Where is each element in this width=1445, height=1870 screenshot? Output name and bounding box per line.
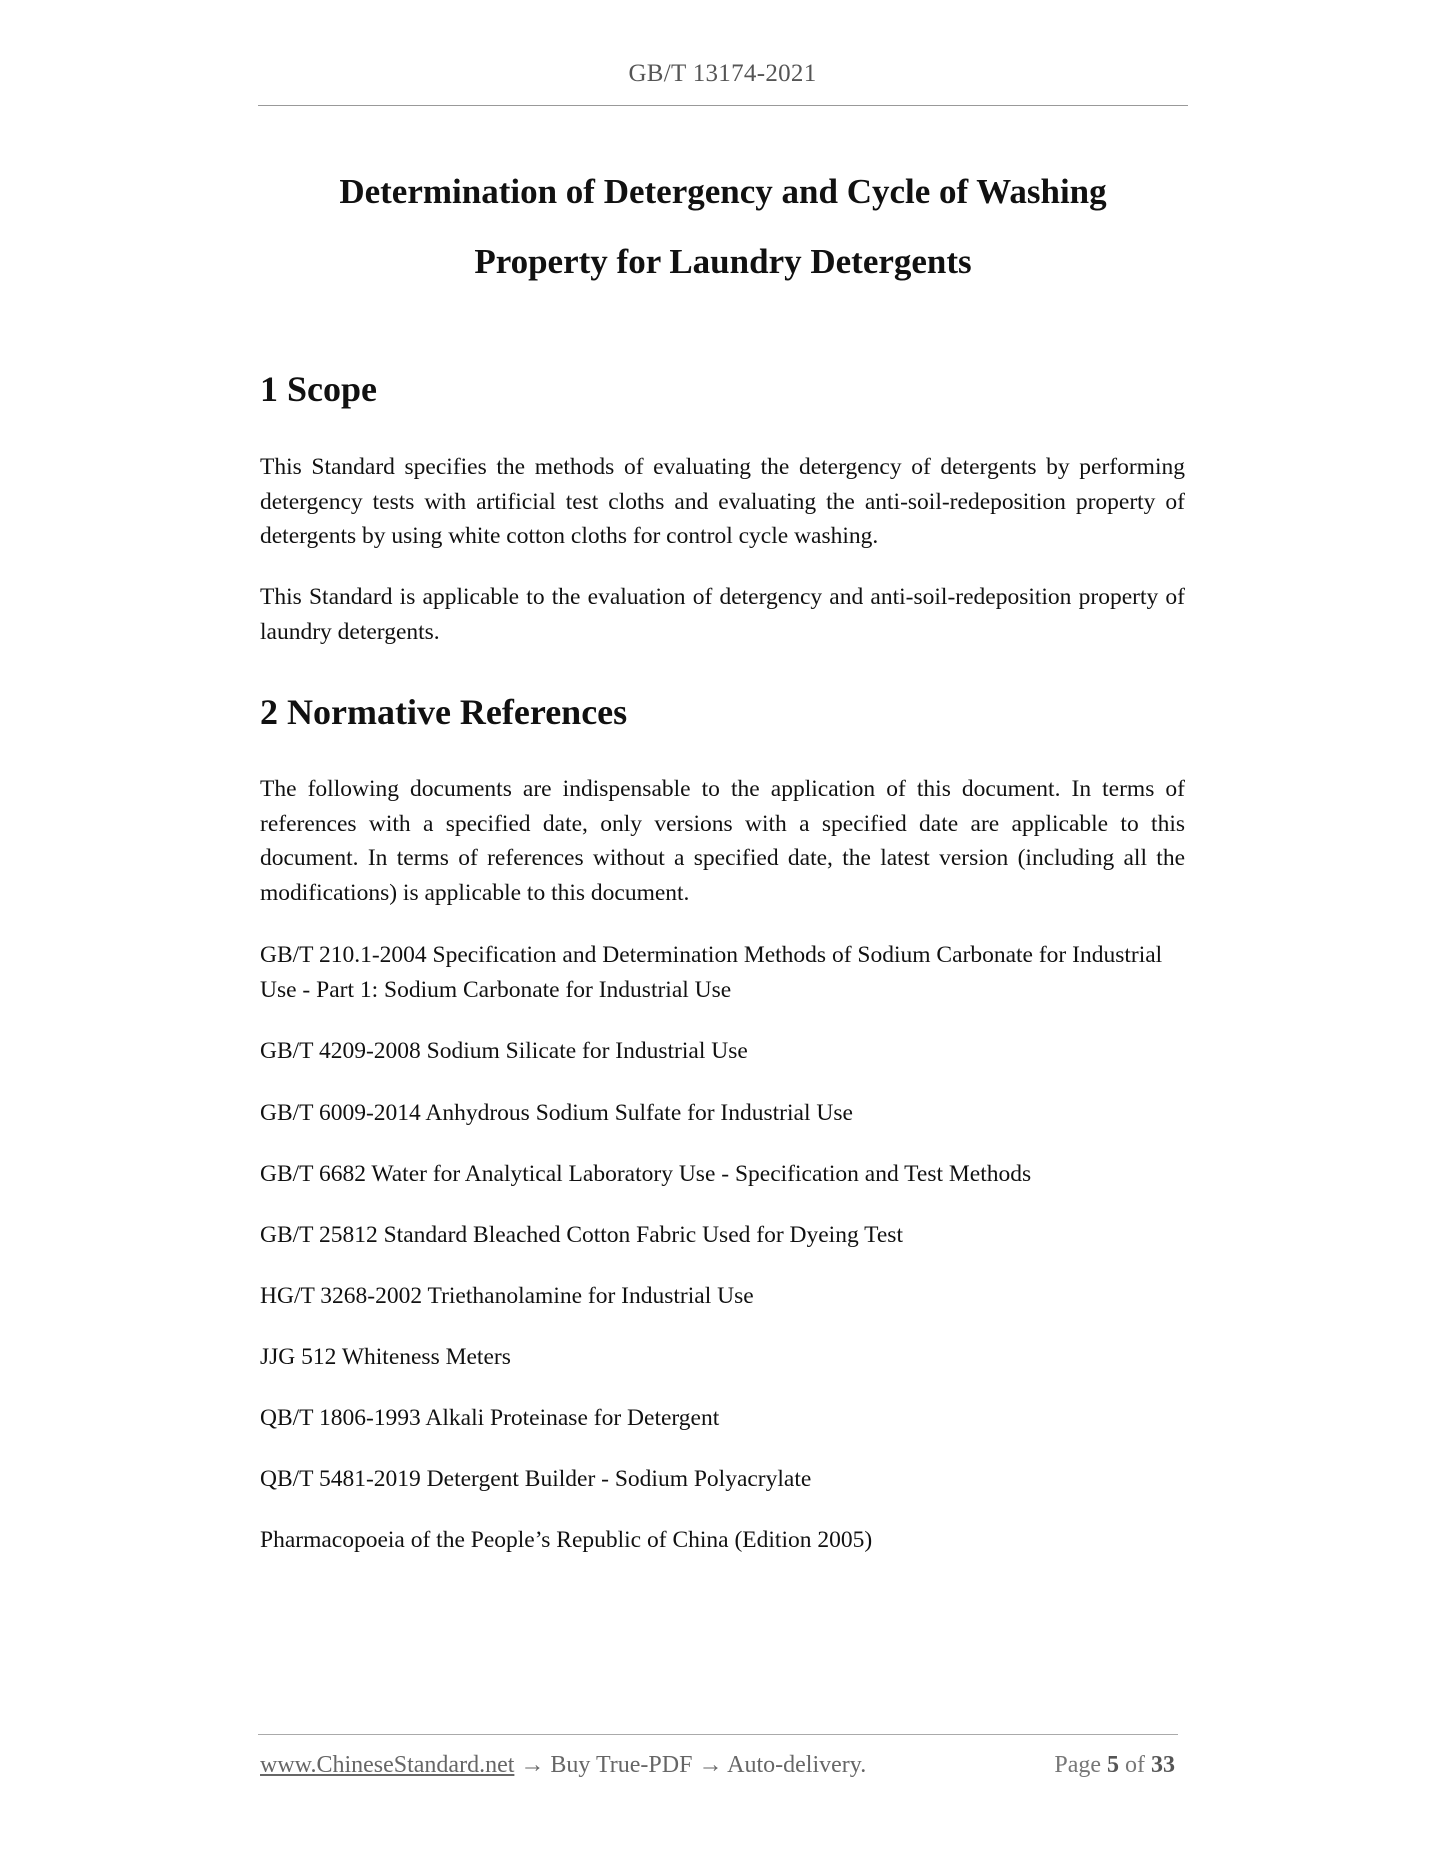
reference-item: QB/T 5481-2019 Detergent Builder - Sodium Polyacrylate — [260, 1466, 812, 1492]
reference-item: JJG 512 Whiteness Meters — [260, 1344, 511, 1370]
document-title — [258, 157, 1188, 297]
title-line-1: Determination of Detergency and Cycle of Washing — [339, 172, 1107, 211]
page-label: Page — [1054, 1752, 1101, 1778]
page-current: 5 — [1107, 1752, 1119, 1778]
reference-item: GB/T 6682 Water for Analytical Laboratory Use - Specification and Test Methods — [260, 1161, 1032, 1187]
header-divider — [258, 105, 1188, 106]
title-line-2: Property for Laundry Detergents — [474, 242, 972, 281]
reference-item: GB/T 25812 Standard Bleached Cotton Fabric Used for Dyeing Test — [260, 1222, 903, 1248]
of-label: of — [1125, 1752, 1145, 1778]
arrow-right-icon: → — [698, 1752, 723, 1778]
scope-paragraph-1: This Standard specifies the methods of evaluating the detergency of detergents by performing detergency tests with artificial test cloths and evaluating the anti-soil-redeposition property of detergents by using white cotton cloths for control cycle washing. — [260, 454, 1185, 549]
footer-promo — [260, 1752, 866, 1779]
reference-item: GB/T 6009-2014 Anhydrous Sodium Sulfate for Industrial Use — [260, 1100, 853, 1126]
reference-item: GB/T 4209-2008 Sodium Silicate for Industrial Use — [260, 1038, 748, 1064]
footer-divider — [258, 1734, 1178, 1735]
section-heading-scope: 1 Scope — [260, 369, 377, 409]
reference-item: QB/T 1806-1993 Alkali Proteinase for Detergent — [260, 1405, 720, 1431]
reference-item: HG/T 3268-2002 Triethanolamine for Industrial Use — [260, 1283, 754, 1309]
header-standard-code: GB/T 13174-2021 — [628, 60, 817, 87]
site-link[interactable]: www.ChineseStandard.net — [260, 1752, 515, 1778]
normative-intro-paragraph: The following documents are indispensable to the application of this document. In terms of references with a specified date, only versions with a specified date are applicable to this document. In terms of references without a specified date, the latest version (including all the modifications) is applicable to this document. — [260, 776, 1185, 906]
reference-item: GB/T 210.1-2004 Specification and Determination Methods of Sodium Carbonate for Industrial Use - Part 1: Sodium Carbonate for Industrial Use — [260, 942, 1163, 1003]
page-total: 33 — [1151, 1752, 1175, 1778]
scope-paragraph-2: This Standard is applicable to the evaluation of detergency and anti-soil-redeposition property of laundry detergents. — [260, 584, 1185, 645]
auto-delivery-text: Auto-delivery. — [727, 1752, 867, 1778]
section-heading-normative-references: 2 Normative References — [260, 692, 628, 732]
page-indicator — [1054, 1752, 1175, 1779]
reference-item: Pharmacopoeia of the People’s Republic of China (Edition 2005) — [260, 1527, 873, 1553]
buy-true-pdf-text: Buy True-PDF — [550, 1752, 693, 1778]
arrow-right-icon: → — [520, 1752, 545, 1778]
